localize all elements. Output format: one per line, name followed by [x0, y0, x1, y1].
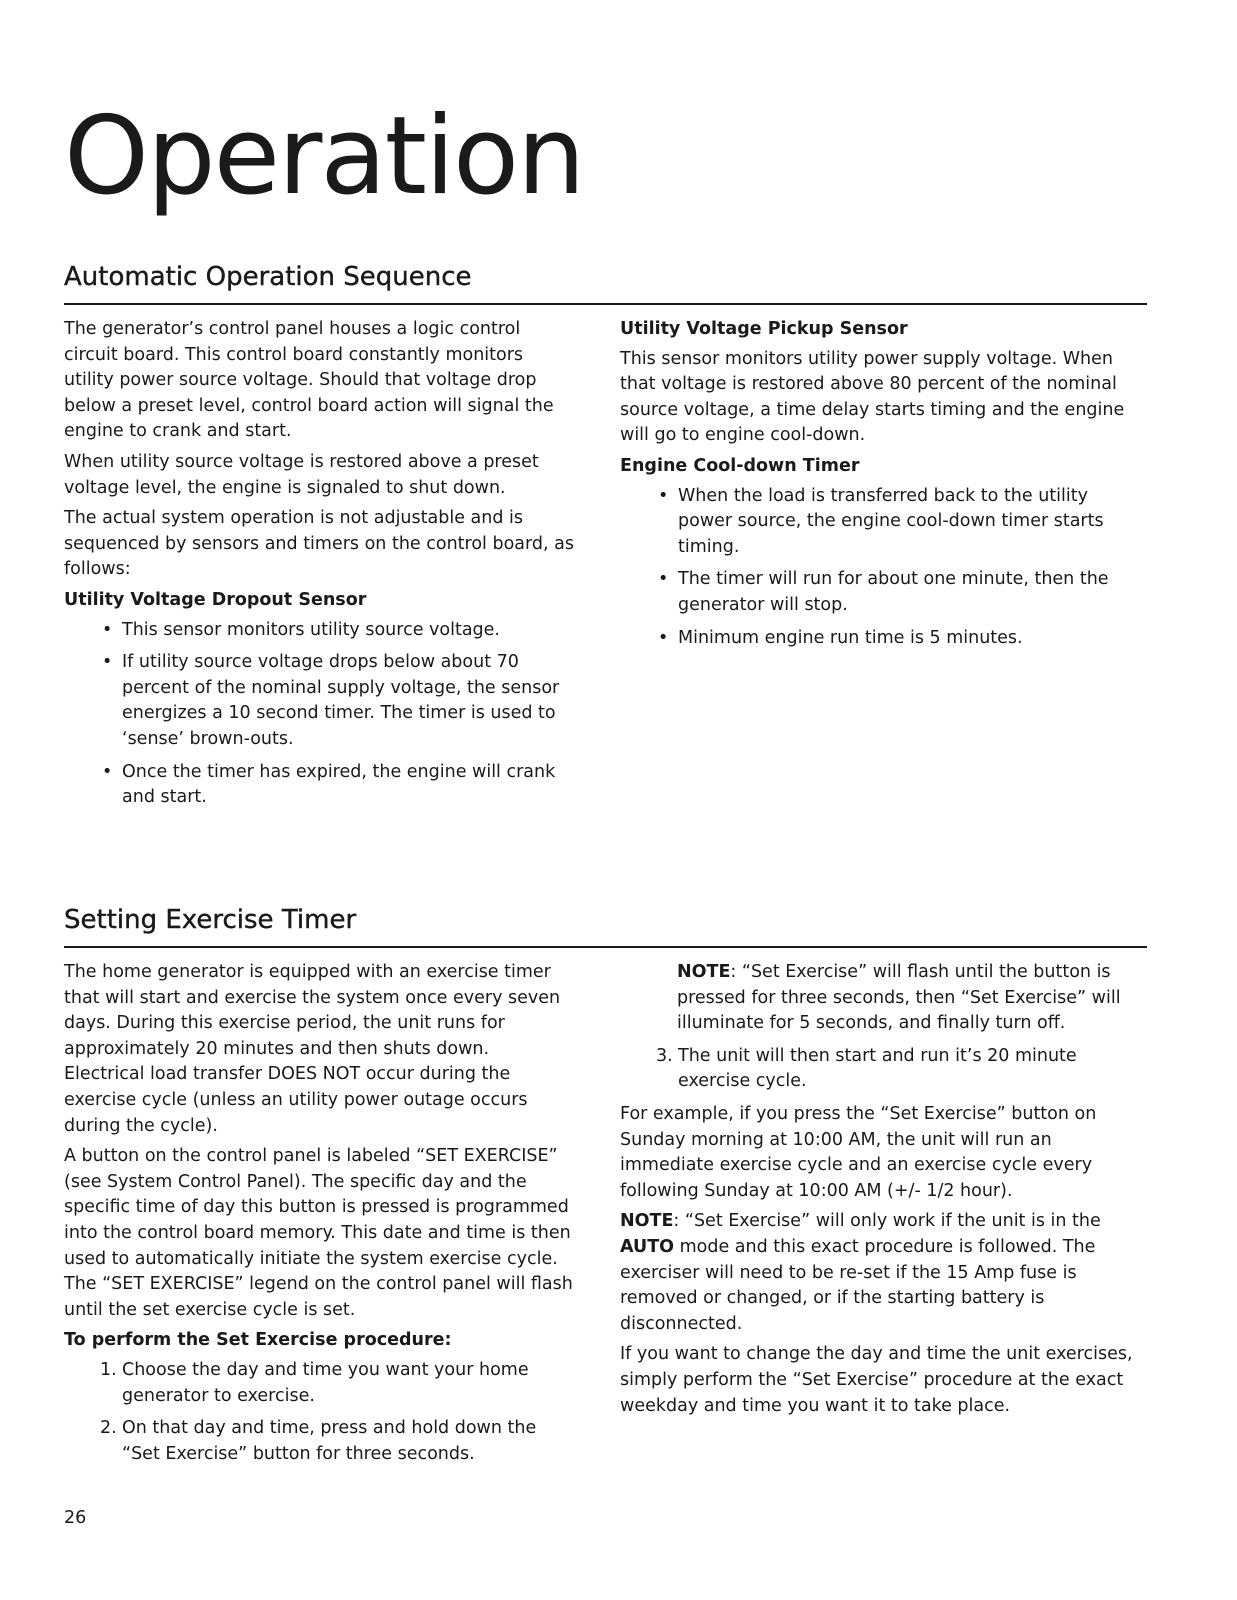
subheading-procedure: To perform the Set Exercise procedure:: [64, 1330, 452, 1351]
cooldown-bullet-list: [620, 484, 1147, 652]
subheading-pickup-sensor: Utility Voltage Pickup Sensor: [620, 319, 908, 339]
bullet-icon: •: [658, 569, 669, 590]
list-item: • This sensor monitors utility source voltage.: [64, 618, 574, 644]
bullet-icon: •: [102, 761, 113, 782]
bullet-icon: •: [658, 627, 669, 648]
list-item: • The timer will run for about one minute, then the generator will stop.: [658, 569, 1109, 615]
note-paragraph: NOTE: “Set Exercise” will only work if the unit is in the AUTO mode and this exact procedure is followed. The exerciser will need to be re-set if the 15 Amp fuse is removed or changed, or if the starting battery is disconnected.: [620, 1211, 1101, 1334]
page-title: Operation: [64, 94, 584, 219]
procedure-steps: [64, 1358, 574, 1467]
dropout-bullet-list: [64, 618, 574, 811]
paragraph: The home generator is equipped with an exercise timer that will start and exercise the system once every seven days. During this exercise period, the unit runs for approximately 20 minutes and then shuts down. Electrical load transfer DOES NOT occur during the exercise cycle (unless an utility power outage occurs during the cycle).: [64, 962, 561, 1136]
two-column-body: [64, 317, 1147, 818]
list-item: • Minimum engine run time is 5 minutes.: [620, 626, 1147, 652]
bullet-icon: •: [102, 619, 113, 640]
paragraph: This sensor monitors utility power supply voltage. When that voltage is restored above 80 percent of the nominal source voltage, a time delay starts timing and the engine will go to engine cool-down.: [620, 348, 1125, 446]
right-column: [620, 960, 1147, 1474]
section-automatic-operation: [64, 259, 1147, 818]
bullet-icon: •: [658, 485, 669, 506]
paragraph: The actual system operation is not adjustable and is sequenced by sensors and timers on the control board, as follows:: [64, 508, 574, 580]
subheading-cooldown-timer: Engine Cool-down Timer: [620, 455, 860, 476]
list-item: 2. On that day and time, press and hold down the “Set Exercise” button for three seconds.: [100, 1418, 537, 1464]
procedure-steps-continued: [620, 1044, 1147, 1095]
section-heading: Setting Exercise Timer: [64, 902, 1147, 948]
two-column-body: [64, 960, 1147, 1474]
step-note: NOTE: “Set Exercise” will flash until the button is pressed for three seconds, then “Set Exercise” will illuminate for 5 seconds, and finally turn off.: [677, 962, 1121, 1034]
right-column: [620, 317, 1147, 818]
list-item: • When the load is transferred back to the utility power source, the engine cool-down timer starts timing.: [658, 485, 1104, 557]
page-number: 26: [64, 1508, 87, 1528]
bullet-icon: •: [102, 652, 113, 673]
list-item: • If utility source voltage drops below about 70 percent of the nominal supply voltage, the sensor energizes a 10 second timer. The timer is used to ‘sense’ brown-outs.: [102, 652, 560, 749]
left-column: [64, 960, 574, 1474]
paragraph: The generator’s control panel houses a logic control circuit board. This control board constantly monitors utility power source voltage. Should that voltage drop below a preset level, control board action will signal the engine to crank and start.: [64, 319, 554, 442]
paragraph: For example, if you press the “Set Exercise” button on Sunday morning at 10:00 AM, the unit will run an immediate exercise cycle and an exercise cycle every following Sunday at 10:00 AM (+/- 1/2 hour).: [620, 1103, 1097, 1201]
paragraph: When utility source voltage is restored above a preset voltage level, the engine is signaled to shut down.: [64, 451, 539, 498]
section-heading: Automatic Operation Sequence: [64, 259, 1147, 305]
section-exercise-timer: [64, 902, 1147, 1474]
list-item: 3. The unit will then start and run it’s 20 minute exercise cycle.: [656, 1045, 1077, 1092]
list-item: 1. Choose the day and time you want your home generator to exercise.: [100, 1359, 529, 1406]
paragraph: If you want to change the day and time the unit exercises, simply perform the “Set Exercise” procedure at the exact weekday and time you want it to take place.: [620, 1344, 1133, 1416]
left-column: [64, 317, 574, 818]
subheading-dropout-sensor: Utility Voltage Dropout Sensor: [64, 589, 367, 610]
list-item: • Once the timer has expired, the engine will crank and start.: [102, 761, 556, 808]
paragraph: A button on the control panel is labeled “SET EXERCISE” (see System Control Panel). The specific day and the specific time of day this button is pressed is programmed into the control board memory. This date and time is then used to automatically initiate the system exercise cycle. The “SET EXERCISE” legend on the control panel will flash until the set exercise cycle is set.: [64, 1146, 573, 1320]
